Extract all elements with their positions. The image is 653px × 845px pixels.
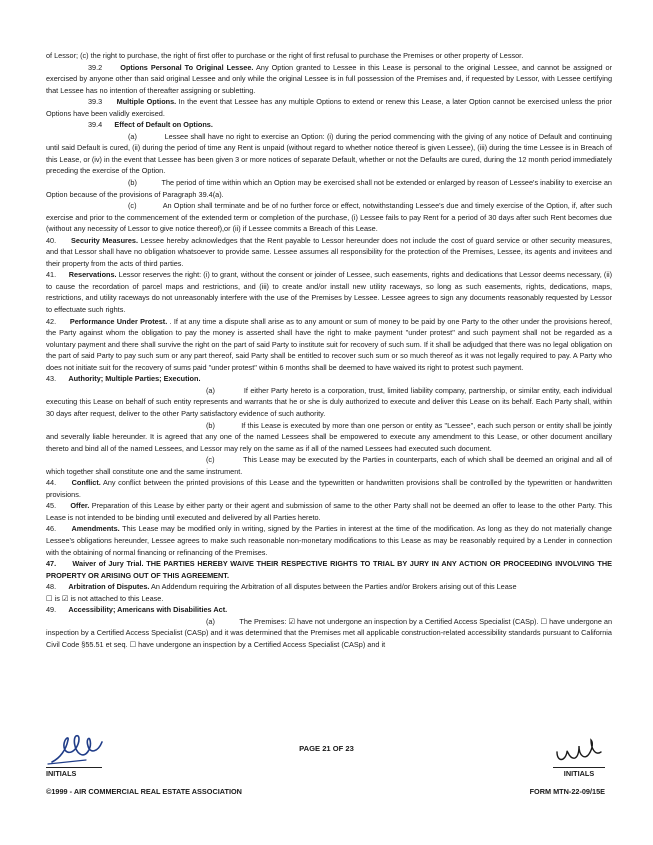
page-footer xyxy=(0,728,653,798)
copyright: ©1999 - AIR COMMERCIAL REAL ESTATE ASSOCIATION xyxy=(46,787,242,796)
heading-arbitration: Arbitration of Disputes. xyxy=(68,582,150,592)
para-49: 49. Accessibility; Americans with Disabilities Act. xyxy=(46,605,228,615)
initials-label-left: INITIALS xyxy=(46,767,102,778)
casp-inspected-checkbox[interactable]: ☐ xyxy=(129,639,137,649)
para-46: 46. Amendments. This Lease may be modified only in writing, signed by the Parties in interest at the time of the modification. As long as they do not materially change Lessee's obligations hereunder, Lessee agrees to make such reasonable non-monetary modifications to this Lease as may be reasonably required by a Lender in connection with the obtaining of normal financing or refinancing of the Premises. xyxy=(46,524,612,557)
heading-authority: Authority; Multiple Parties; Execution. xyxy=(68,374,201,384)
para-39-4-a: (a) Lessee shall have no right to exercise an Option: (i) during the period commencing with the giving of any notice of Default and continuing until said Default is cured, (ii) during the period of time any Rent is unpaid (without regard to whether notice thereof is given Lessee), (iii) during the time Lessee is in Breach of this Lease, or (iv) in the event that Lessee has been given 3 or more notices of separate Default, whether or not the Defaults are cured, during the 12 month period immediately preceding the exercise of the Option. xyxy=(46,131,612,176)
para-39-1-tail: of Lessor; (c) the right to purchase, the right of first offer to purchase or the right of first refusal to purchase the Premises or other property of Lessor. xyxy=(46,51,524,60)
para-44: 44. Conflict. Any conflict between the printed provisions of this Lease and the typewritten or handwritten provisions shall be controlled by the typewritten or handwritten provisions. xyxy=(46,478,613,499)
heading-multiple-options: Multiple Options. xyxy=(116,97,177,107)
heading-accessibility: Accessibility; Americans with Disabilities Act. xyxy=(68,605,228,615)
arbitration-is-not-checkbox[interactable]: ☑ xyxy=(61,593,69,603)
heading-reservations: Reservations. xyxy=(68,270,117,280)
para-41: 41. Reservations. Lessor reserves the right: (i) to grant, without the consent or joinder of Lessee, such easements, rights and dedications that Lessor deems necessary, (ii) to cause the recordation of parcel maps and restrictions, and (iii) to create and/or install new utility raceways, so long as such easements, rights, dedications, maps, restrictions, and utility raceways do not unreasonably interfere with the use of the Premises by Lessee. Lessee agrees to sign any documents reasonably requested by Lessor to effectuate such rights. xyxy=(46,270,612,315)
para-43: 43. Authority; Multiple Parties; Execution. xyxy=(46,374,201,384)
para-42: 42. Performance Under Protest. . If at any time a dispute shall arise as to any amount or sum of money to be paid by one Party to the other under the provisions hereof, the Party against whom the obligation to pay the money is asserted shall have the right to make payment "under protest" and such payment shall not be regarded as a voluntary payment and there shall survive the right on the part of said Party to institute suit for recovery of such sum. If it shall be adjudged that there was no legal obligation on the part of said Party to pay such sum or any part thereof, said Party shall be entitled to recover such sum or so much thereof as it was not legally required to pay. A Party who does not initiate suit for the recovery of sums paid "under protest" within 6 months shall be deemed to have waived its right to protest such payment. xyxy=(46,316,612,372)
form-id: FORM MTN-22-09/15E xyxy=(529,787,605,796)
para-39-4-c: (c) An Option shall terminate and be of no further force or effect, notwithstanding Lessee's due and timely exercise of the Option, if, after such exercise and prior to the commencement of the extended term or completion of the purchase, (i) Lessee fails to pay Rent for a period of 30 days after such Rent becomes due (without any necessity of Lessor to give notice thereof),or (ii) if Lessee commits a Breach of this Lease. xyxy=(46,201,613,234)
initials-label-right: INITIALS xyxy=(553,767,605,778)
para-49-a: (a) The Premises: ☑ have not undergone an inspection by a Certified Access Specialist (CASp). ☐ have undergone an inspection by a Certified Access Specialist (CASp) and it was determined that the Premises met all applicable construction-related accessibility standards pursuant to California Civil Code §55.51 et seq. ☐ have undergone an inspection by a Certified Access Specialist (CASp) and it xyxy=(46,616,613,649)
heading-security-measures: Security Measures. xyxy=(71,235,139,245)
para-39-4-b: (b) The period of time within which an Option may be exercised shall not be extended or enlarged by reason of Lessee's inability to exercise an Option because of the provisions of Paragraph 39.4(a). xyxy=(46,178,612,199)
para-48: 48. Arbitration of Disputes. An Addendum requiring the Arbitration of all disputes between the Parties and/or Brokers arising out of this Lease ☐ is ☑ is not attached to this Lease. xyxy=(46,582,517,603)
document-body xyxy=(46,50,612,650)
para-43-c: (c) This Lease may be executed by the Parties in counterparts, each of which shall be deemed an original and all of which together shall constitute one and the same instrument. xyxy=(46,455,612,476)
heading-options-personal: Options Personal To Original Lessee. xyxy=(120,62,254,72)
para-39-2: 39.2 Options Personal To Original Lessee. Any Option granted to Lessee in this Lease is personal to the original Lessee, and cannot be assigned or exercised by anyone other than said original Lessee and only while the original Lessee is in full possession of the Premises and, if requested by Lessor, with Lessee certifying that Lessee has no intention of thereafter assigning or subletting. xyxy=(46,62,612,95)
heading-amendments: Amendments. xyxy=(71,524,120,534)
para-43-b: (b) If this Lease is executed by more than one person or entity as "Lessee", each such person or entity shall be jointly and severally liable hereunder. It is agreed that any one of the named Lessees shall be empowered to execute any amendment to this Lease, or other document ancillary thereto and bind all of the named Lessees, and Lessor may rely on the same as if all of the named Lessees had executed such document. xyxy=(46,420,612,453)
arbitration-is-checkbox[interactable]: ☐ xyxy=(46,593,53,603)
heading-effect-of-default: Effect of Default on Options. xyxy=(114,120,213,130)
para-47: 47. Waiver of Jury Trial. THE PARTIES HEREBY WAIVE THEIR RESPECTIVE RIGHTS TO TRIAL BY JURY IN ANY ACTION OR PROCEEDING INVOLVING THE PROPERTY OR ARISING OUT OF THIS AGREEMENT. xyxy=(46,559,613,580)
para-45: 45. Offer. Preparation of this Lease by either party or their agent and submission of same to the other Party shall not be deemed an offer to lease to the other Party. This Lease is not intended to be binding until executed and delivered by all Parties hereto. xyxy=(46,501,612,522)
para-43-a: (a) If either Party hereto is a corporation, trust, limited liability company, partnership, or similar entity, each individual executing this Lease on behalf of such entity represents and warrants that he or she is duly authorized to execute and deliver this Lease on its behalf. Each Party shall, within 30 days after request, deliver to the other Party satisfactory evidence of such authority. xyxy=(46,385,612,418)
para-39-4: 39.4 Effect of Default on Options. xyxy=(88,120,213,130)
casp-inspected-met-checkbox[interactable]: ☐ xyxy=(540,616,548,626)
page-number: PAGE 21 OF 23 xyxy=(299,744,354,753)
heading-offer: Offer. xyxy=(70,501,90,511)
heading-waiver-jury-trial: Waiver of Jury Trial. xyxy=(72,559,144,569)
casp-not-inspected-checkbox[interactable]: ☑ xyxy=(288,616,295,626)
para-39-3: 39.3 Multiple Options. In the event that Lessee has any multiple Options to extend or renew this Lease, a later Option cannot be exercised unless the prior Options have been validly exercised. xyxy=(46,97,612,118)
para-40: 40. Security Measures. Lessee hereby acknowledges that the Rent payable to Lessor hereunder does not include the cost of guard service or other security measures, and that Lessor shall have no obligation whatsoever to provide same. Lessee assumes all responsibility for the protection of the Premises, Lessee, its agents and invitees and their property from the acts of third parties. xyxy=(46,235,612,268)
lessee-initials-signature xyxy=(553,734,605,768)
heading-performance-under-protest: Performance Under Protest. xyxy=(69,316,168,326)
heading-conflict: Conflict. xyxy=(71,478,101,488)
